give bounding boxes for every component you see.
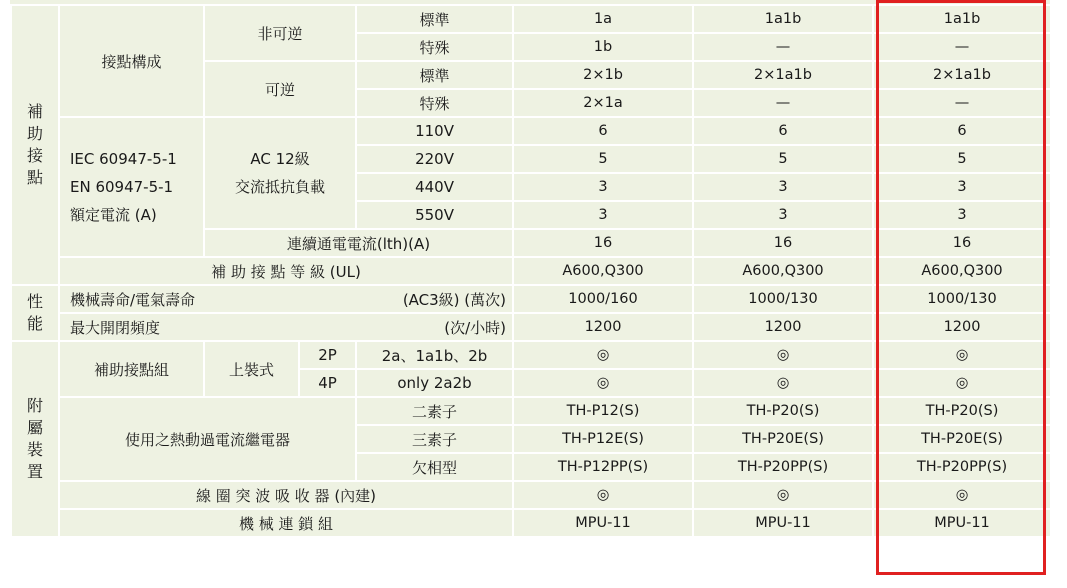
relay-type: 三素子 (356, 425, 513, 453)
life-row-label (59, 285, 513, 313)
value-cell: 1a1b (873, 5, 1051, 33)
value-cell: ◎ (693, 481, 873, 509)
value-cell: 16 (513, 229, 693, 257)
section-char: 性 (26, 292, 43, 311)
value-cell: ◎ (513, 369, 693, 397)
value-cell: — (873, 89, 1051, 117)
value-cell: — (873, 33, 1051, 61)
value-cell: MPU-11 (693, 509, 873, 537)
value-cell: 1b (513, 33, 693, 61)
relay-type: 二素子 (356, 397, 513, 425)
table-row (11, 5, 1051, 33)
life-label: 機械壽命/電氣壽命 (70, 290, 196, 309)
table-row (11, 117, 1051, 145)
value-cell: 2×1a (513, 89, 693, 117)
value-cell: TH-P12E(S) (513, 425, 693, 453)
standard-line: EN 60947-5-1 (70, 178, 174, 196)
value-cell: TH-P12PP(S) (513, 453, 693, 481)
value-cell: 6 (873, 117, 1051, 145)
freq-row-label (59, 313, 513, 341)
surge-absorber-label: 線 圈 突 波 吸 收 器 (內建) (59, 481, 513, 509)
value-cell: — (693, 33, 873, 61)
value-cell: MPU-11 (873, 509, 1051, 537)
ac-line: AC 12級 (250, 150, 310, 168)
value-cell: 3 (513, 201, 693, 229)
value-cell: 16 (693, 229, 873, 257)
value-cell: A600,Q300 (693, 257, 873, 285)
value-cell: ◎ (513, 481, 693, 509)
section-aux-contacts (11, 5, 59, 285)
value-cell: ◎ (513, 341, 693, 369)
standard-line: IEC 60947-5-1 (70, 150, 177, 168)
pole-4p-label: 4P (299, 369, 356, 397)
section-char: 置 (26, 462, 43, 481)
reversible-label: 可逆 (204, 61, 356, 117)
value-cell: 5 (513, 145, 693, 173)
table-row (11, 481, 1051, 509)
value-cell: 1a1b (693, 5, 873, 33)
thermal-relay-label: 使用之熱動過電流繼電器 (59, 397, 356, 481)
freq-unit: (次/小時) (444, 318, 507, 337)
value-cell: 1200 (693, 313, 873, 341)
irreversible-label: 非可逆 (204, 5, 356, 61)
value-cell: ◎ (873, 481, 1051, 509)
value-cell: — (693, 89, 873, 117)
freq-label: 最大開閉頻度 (70, 318, 161, 337)
value-cell: TH-P20(S) (873, 397, 1051, 425)
value-cell: MPU-11 (513, 509, 693, 537)
section-char: 屬 (26, 418, 43, 437)
value-cell: 3 (513, 173, 693, 201)
value-cell: ◎ (693, 369, 873, 397)
pole-4p-desc: only 2a2b (356, 369, 513, 397)
voltage-label: 110V (356, 117, 513, 145)
value-cell: 3 (873, 173, 1051, 201)
value-cell: 1200 (513, 313, 693, 341)
value-cell: 5 (873, 145, 1051, 173)
value-cell: A600,Q300 (873, 257, 1051, 285)
continuous-current-label: 連續通電電流(lth)(A) (204, 229, 513, 257)
pole-2p-label: 2P (299, 341, 356, 369)
life-unit: (AC3級) (萬次) (402, 290, 507, 309)
pole-2p-desc: 2a、1a1b、2b (356, 341, 513, 369)
value-cell: TH-P20PP(S) (693, 453, 873, 481)
section-performance (11, 285, 59, 341)
value-cell: 1200 (873, 313, 1051, 341)
top-mount-label: 上裝式 (204, 341, 299, 397)
value-cell: 1000/160 (513, 285, 693, 313)
value-cell: TH-P12(S) (513, 397, 693, 425)
ul-grade-label: 補 助 接 點 等 級 (UL) (59, 257, 513, 285)
spec-table (10, 4, 1052, 538)
table-row (11, 509, 1051, 537)
value-cell: TH-P20PP(S) (873, 453, 1051, 481)
standard-label: 標準 (356, 61, 513, 89)
section-char: 能 (26, 314, 43, 333)
value-cell: 1a (513, 5, 693, 33)
relay-type: 欠相型 (356, 453, 513, 481)
table-row (11, 341, 1051, 369)
value-cell: 3 (693, 173, 873, 201)
value-cell: TH-P20E(S) (693, 425, 873, 453)
value-cell: 2×1b (513, 61, 693, 89)
value-cell: ◎ (873, 369, 1051, 397)
value-cell: 3 (693, 201, 873, 229)
value-cell: 1000/130 (693, 285, 873, 313)
value-cell: 3 (873, 201, 1051, 229)
ac-line: 交流抵抗負載 (235, 178, 326, 196)
section-char: 裝 (26, 440, 43, 459)
special-label: 特殊 (356, 89, 513, 117)
section-char: 助 (26, 124, 43, 143)
value-cell: 1000/130 (873, 285, 1051, 313)
section-char: 補 (26, 102, 43, 121)
value-cell: A600,Q300 (513, 257, 693, 285)
section-char: 接 (26, 146, 43, 165)
table-row (11, 257, 1051, 285)
ac12-label (204, 117, 356, 229)
value-cell: 5 (693, 145, 873, 173)
value-cell: 16 (873, 229, 1051, 257)
table-row (11, 397, 1051, 425)
rated-current-standard (59, 117, 204, 257)
standard-line: 額定電流 (A) (70, 206, 157, 224)
value-cell: ◎ (693, 341, 873, 369)
value-cell: 6 (693, 117, 873, 145)
section-char: 點 (26, 168, 43, 187)
value-cell: TH-P20E(S) (873, 425, 1051, 453)
voltage-label: 440V (356, 173, 513, 201)
special-label: 特殊 (356, 33, 513, 61)
table-row (11, 285, 1051, 313)
section-char: 附 (26, 396, 43, 415)
contact-config-label: 接點構成 (59, 5, 204, 117)
aux-contact-group-label: 補助接點組 (59, 341, 204, 397)
value-cell: 2×1a1b (693, 61, 873, 89)
voltage-label: 550V (356, 201, 513, 229)
voltage-label: 220V (356, 145, 513, 173)
standard-label: 標準 (356, 5, 513, 33)
value-cell: 6 (513, 117, 693, 145)
value-cell: ◎ (873, 341, 1051, 369)
value-cell: 2×1a1b (873, 61, 1051, 89)
table-row (11, 313, 1051, 341)
interlock-label: 機 械 連 鎖 組 (59, 509, 513, 537)
section-accessories (11, 341, 59, 537)
value-cell: TH-P20(S) (693, 397, 873, 425)
